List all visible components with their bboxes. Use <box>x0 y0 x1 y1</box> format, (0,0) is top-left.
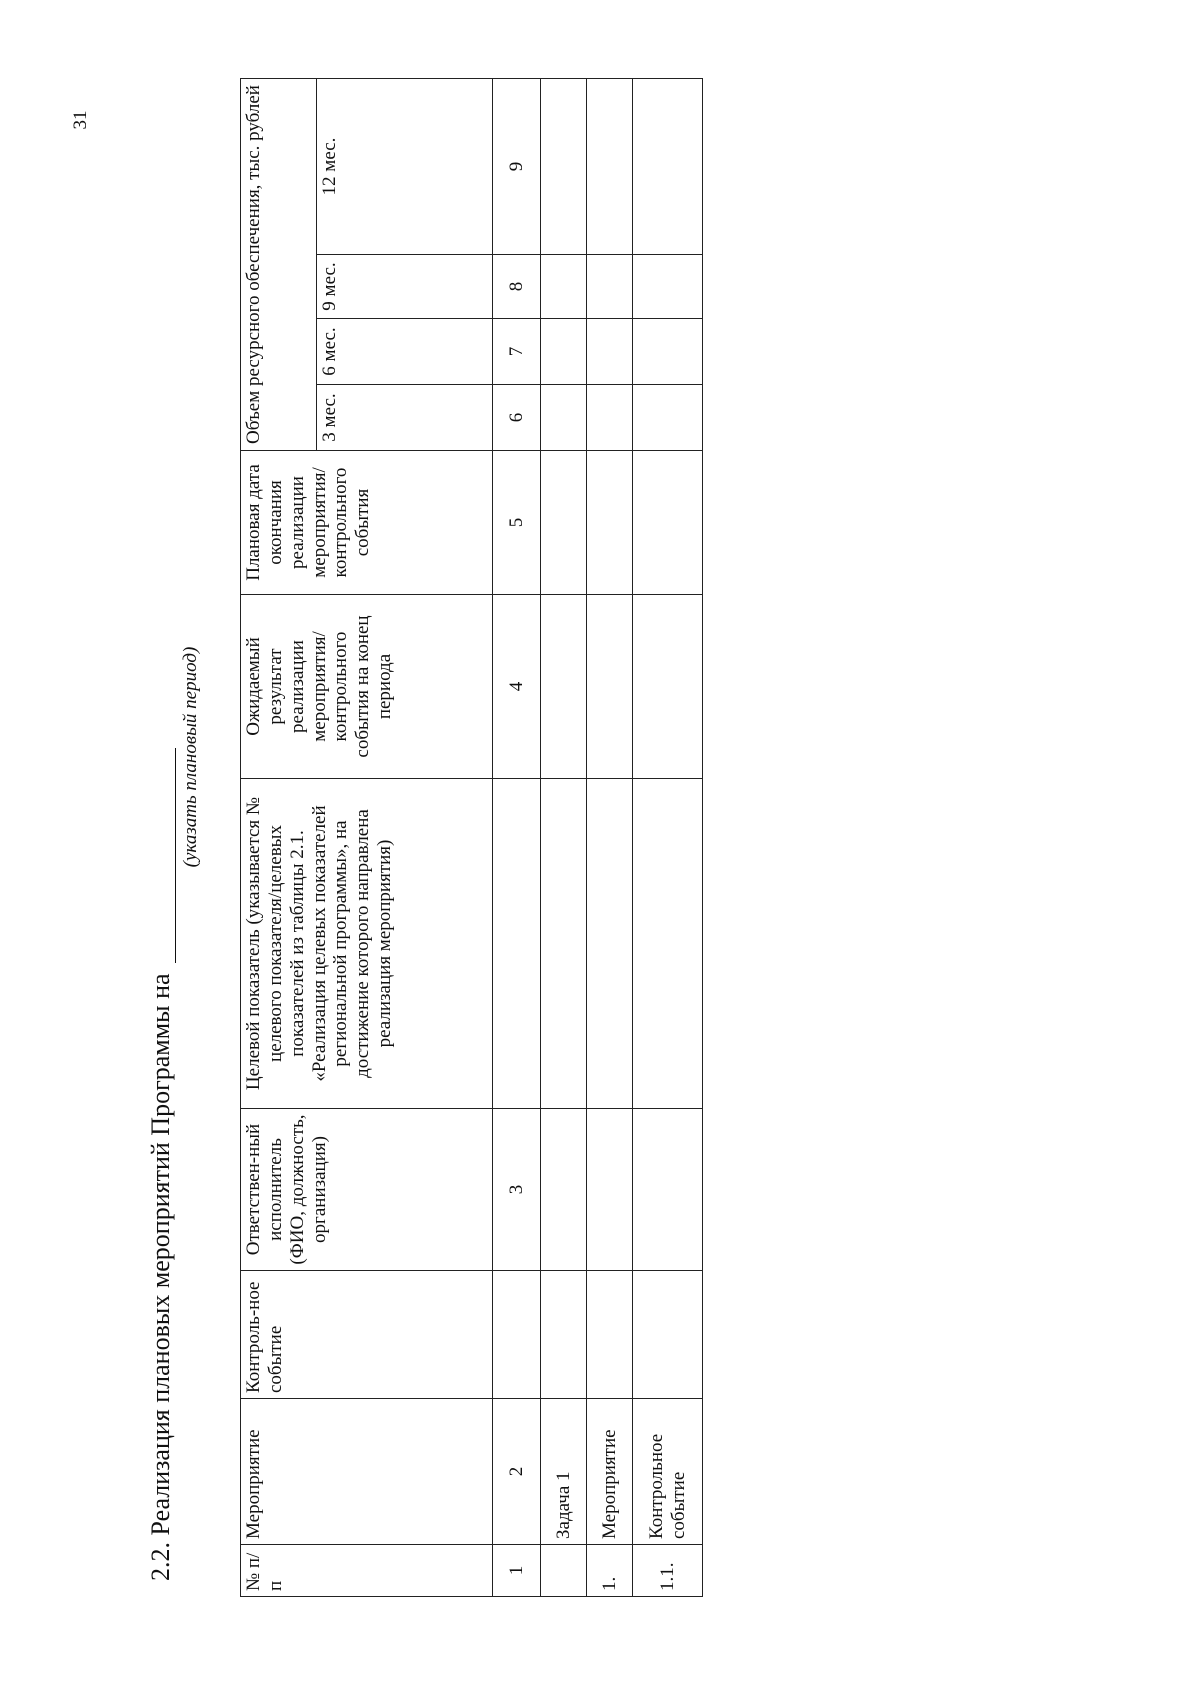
section-heading <box>140 748 176 1581</box>
header-num: № п/п <box>241 1545 493 1597</box>
header-target: Целевой показатель (указывается № целевого показателя/целевых показателей из таблицы 2.1. «Реализация целевых показателей региональной программы», на достижение которого направлена реализация мероприятия) <box>241 779 493 1109</box>
table-cell <box>541 779 587 1109</box>
table-cell <box>633 79 703 255</box>
table-cell <box>587 255 633 319</box>
table-cell <box>541 1545 587 1597</box>
table-cell <box>587 1109 633 1271</box>
column-number <box>493 1271 541 1399</box>
row-number: 1.1. <box>633 1545 703 1597</box>
column-number: 4 <box>493 595 541 779</box>
table-cell <box>587 79 633 255</box>
column-number: 5 <box>493 451 541 595</box>
column-number: 9 <box>493 79 541 255</box>
table-cell <box>541 451 587 595</box>
column-number <box>493 779 541 1109</box>
task-row <box>541 79 587 1597</box>
table-cell <box>587 1271 633 1399</box>
column-number: 3 <box>493 1109 541 1271</box>
table-cell <box>541 79 587 255</box>
table-cell <box>633 779 703 1109</box>
header-month-6: 6 мес. <box>317 319 493 385</box>
row-label: Контрольное событие <box>633 1399 703 1545</box>
table-cell <box>633 255 703 319</box>
table-cell <box>587 595 633 779</box>
table-cell <box>541 319 587 385</box>
task-label: Задача 1 <box>541 1399 587 1545</box>
row-number: 1. <box>587 1545 633 1597</box>
header-plan-date: Плановая дата окончания реализации мероприятия/ контрольного события <box>241 451 493 595</box>
period-fill-line <box>151 748 176 963</box>
page-number: 31 <box>70 110 91 130</box>
header-executor: Ответствен-ный исполнитель (ФИО, должность, организация) <box>241 1109 493 1271</box>
table-cell <box>541 1271 587 1399</box>
table-cell <box>633 595 703 779</box>
table-row <box>587 79 633 1597</box>
table-cell <box>541 255 587 319</box>
column-numbers-row <box>493 79 541 1597</box>
row-label: Мероприятие <box>587 1399 633 1545</box>
table-cell <box>587 319 633 385</box>
table-cell <box>587 451 633 595</box>
header-month-3: 3 мес. <box>317 385 493 451</box>
header-event: Мероприятие <box>241 1399 493 1545</box>
table-cell <box>587 385 633 451</box>
header-expected: Ожидаемый результат реализации мероприятия/ контрольного события на конец периода <box>241 595 493 779</box>
column-number: 7 <box>493 319 541 385</box>
header-month-12: 12 мес. <box>317 79 493 255</box>
header-row-top <box>241 79 317 1597</box>
column-number: 8 <box>493 255 541 319</box>
table-row <box>633 79 703 1597</box>
table-cell <box>541 385 587 451</box>
rotated-page-content <box>140 77 770 1597</box>
table-cell <box>633 385 703 451</box>
column-number: 2 <box>493 1399 541 1545</box>
table-cell <box>541 1109 587 1271</box>
header-resources: Объем ресурсного обеспечения, тыс. рублей <box>241 79 317 451</box>
table-cell <box>587 779 633 1109</box>
header-month-9: 9 мес. <box>317 255 493 319</box>
section-title: 2.2. Реализация плановых мероприятий Программы на <box>146 973 175 1581</box>
header-control-event: Контроль-ное событие <box>241 1271 493 1399</box>
table-cell <box>633 1271 703 1399</box>
table-cell <box>633 1109 703 1271</box>
column-number: 6 <box>493 385 541 451</box>
table-cell <box>633 451 703 595</box>
table-cell <box>633 319 703 385</box>
period-note: (указать плановый период) <box>180 646 201 868</box>
plan-events-table <box>240 78 703 1597</box>
table-cell <box>541 595 587 779</box>
column-number: 1 <box>493 1545 541 1597</box>
